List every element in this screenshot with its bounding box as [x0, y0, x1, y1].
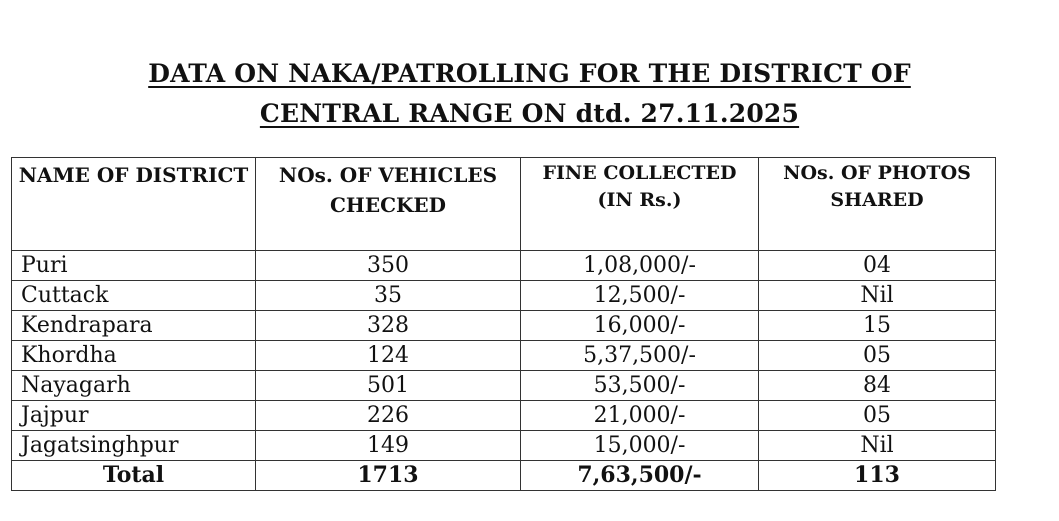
cell-photos: 04 — [759, 251, 996, 281]
cell-vehicles: 124 — [256, 341, 521, 371]
cell-vehicles: 328 — [256, 311, 521, 341]
cell-district: Cuttack — [12, 281, 256, 311]
document-title-line-2-text: CENTRAL RANGE ON dtd. 27.11.2025 — [259, 99, 800, 128]
table-row — [12, 401, 996, 431]
naka-patrolling-table — [11, 157, 996, 491]
cell-district: Puri — [12, 251, 256, 281]
table-row — [12, 371, 996, 401]
table-row — [12, 431, 996, 461]
table-total-row — [12, 461, 996, 491]
cell-fine: 12,500/- — [521, 281, 759, 311]
cell-district: Khordha — [12, 341, 256, 371]
cell-fine: 5,37,500/- — [521, 341, 759, 371]
table-row — [12, 281, 996, 311]
table-row — [12, 251, 996, 281]
cell-fine: 21,000/- — [521, 401, 759, 431]
cell-district: Nayagarh — [12, 371, 256, 401]
cell-vehicles: 226 — [256, 401, 521, 431]
cell-photos: 05 — [759, 401, 996, 431]
cell-vehicles: 350 — [256, 251, 521, 281]
cell-photos: 15 — [759, 311, 996, 341]
header-vehicles: NOs. OF VEHICLES CHECKED — [256, 158, 521, 251]
document-title-line-2 — [0, 96, 1059, 132]
cell-fine: 1,08,000/- — [521, 251, 759, 281]
cell-photos: Nil — [759, 281, 996, 311]
total-photos: 113 — [759, 461, 996, 491]
header-district: NAME OF DISTRICT — [12, 158, 256, 251]
cell-vehicles: 35 — [256, 281, 521, 311]
cell-vehicles: 501 — [256, 371, 521, 401]
cell-photos: Nil — [759, 431, 996, 461]
cell-photos: 84 — [759, 371, 996, 401]
cell-vehicles: 149 — [256, 431, 521, 461]
table-row — [12, 311, 996, 341]
cell-fine: 53,500/- — [521, 371, 759, 401]
total-vehicles: 1713 — [256, 461, 521, 491]
header-photos: NOs. OF PHOTOS SHARED — [759, 158, 996, 251]
cell-district: Jajpur — [12, 401, 256, 431]
cell-district: Kendrapara — [12, 311, 256, 341]
table-header-row — [12, 158, 996, 251]
cell-fine: 15,000/- — [521, 431, 759, 461]
document-title-line-1-text: DATA ON NAKA/PATROLLING FOR THE DISTRICT OF — [148, 59, 911, 88]
cell-district: Jagatsinghpur — [12, 431, 256, 461]
cell-photos: 05 — [759, 341, 996, 371]
table-row — [12, 341, 996, 371]
document-title-line-1 — [0, 56, 1059, 92]
cell-fine: 16,000/- — [521, 311, 759, 341]
header-fine: FINE COLLECTED (IN Rs.) — [521, 158, 759, 251]
total-label: Total — [12, 461, 256, 491]
total-fine: 7,63,500/- — [521, 461, 759, 491]
